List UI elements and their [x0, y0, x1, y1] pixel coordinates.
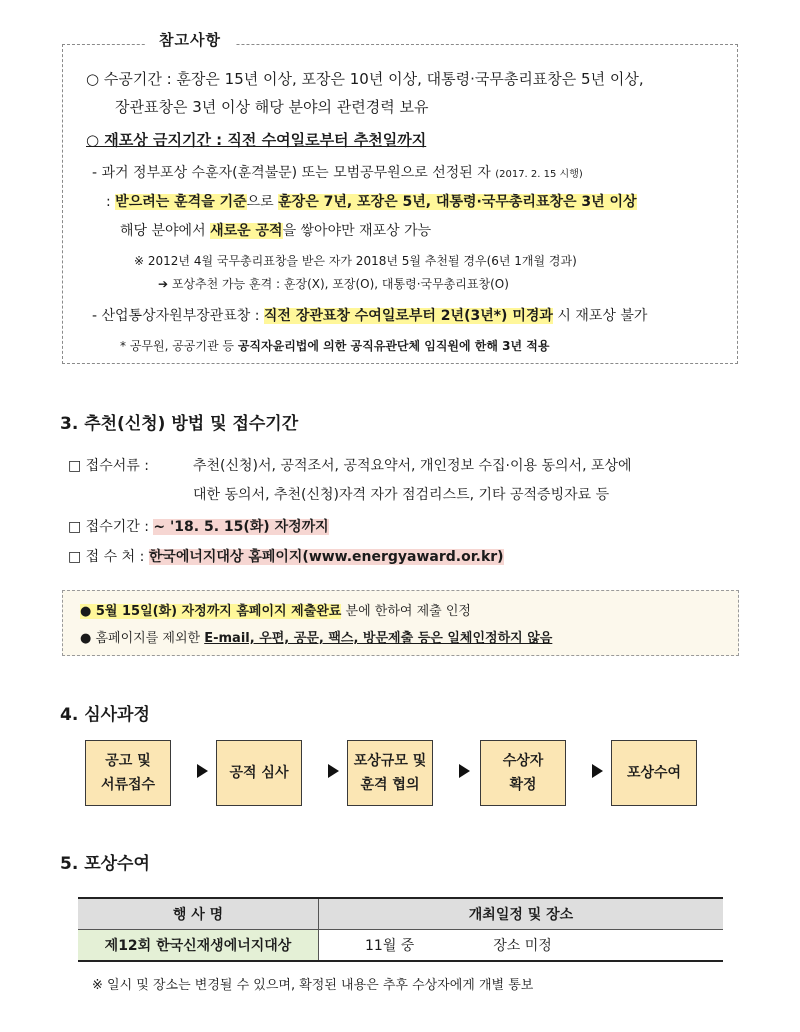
example-line1: ※ 2012년 4월 국무총리표창을 받은 자가 2018년 5월 추천될 경우(6년 1개월 경과) [134, 254, 577, 268]
re-award-not-allowed-text: 시 재포상 불가 [557, 308, 648, 324]
process-step-2: 공적 심사 [216, 740, 302, 806]
re-award-sub2-note [120, 337, 549, 354]
process-step-4: 수상자 확정 [480, 740, 566, 806]
docs-label: □ 접수서류 : [68, 458, 149, 474]
notice2-bold: E-mail, 우편, 공문, 팩스, 방문제출 등은 일체인정하지 않음 [204, 631, 553, 646]
place-row [68, 546, 504, 566]
event-date: 11월 중 [365, 938, 415, 954]
colon: : [106, 194, 111, 210]
table-header-row [78, 898, 723, 930]
arrow-right-icon [328, 764, 339, 778]
note-bold: 공직자윤리법에 의한 공직유관단체 임직원에 한해 3년 적용 [237, 339, 550, 353]
section4-heading: 4. 심사과정 [60, 705, 150, 725]
docs-line1: 추천(신청)서, 공적조서, 공적요약서, 개인정보 수집·이용 동의서, 포상에 [193, 458, 632, 474]
ministry-award-label: - 산업통상자원부장관표창 : [92, 308, 260, 324]
term-requirement-line1: ○ 수공기간 : 훈장은 15년 이상, 포장은 10년 이상, 대통령·국무총리표창은 5년 이상, [86, 70, 644, 88]
connector-text: 으로 [246, 194, 274, 210]
event-schedule-cell [319, 930, 724, 962]
process-step-3: 포상규모 및 훈격 협의 [347, 740, 433, 806]
section5-heading: 5. 포상수여 [60, 854, 150, 874]
note-prefix: * 공무원, 공공기관 등 [120, 339, 234, 353]
example-line2: ➔ 포상추천 가능 훈격 : 훈장(X), 포장(O), 대통령·국무총리표창(O) [158, 277, 509, 291]
docs-line2: 대한 동의서, 추천(신청)자격 자가 점검리스트, 기타 공적증빙자료 등 [193, 487, 610, 503]
period-row [68, 516, 329, 536]
highlight-award-basis: 받으려는 훈격을 기준 [115, 194, 247, 210]
re-award-possible-text: 을 쌓아야만 재포상 가능 [282, 223, 432, 239]
arrow-right-icon [459, 764, 470, 778]
notice1-highlight: ● 5월 15일(화) 자정까지 홈페이지 제출완료 [80, 604, 342, 619]
process-step-5: 포상수여 [611, 740, 697, 806]
place-label: □ 접 수 처 : [68, 549, 145, 565]
highlight-new-merit: 새로운 공적 [210, 223, 283, 239]
reference-title: 참고사항 [145, 29, 235, 50]
notice-line2 [80, 627, 552, 646]
award-event-table [78, 897, 723, 962]
re-award-sub1-line2 [106, 191, 637, 211]
period-label: □ 접수기간 : [68, 519, 149, 535]
section3-heading: 3. 추천(신청) 방법 및 접수기간 [60, 414, 299, 434]
highlight-ban-years: 훈장은 7년, 포장은 5년, 대통령·국무총리표창은 3년 이상 [278, 194, 637, 210]
re-award-sub1-date: (2017. 2. 15 시행) [495, 169, 583, 180]
notice2-prefix: ● 홈페이지를 제외한 [80, 631, 201, 646]
highlight-ministry-ban: 직전 장관표창 수여일로부터 2년(3년*) 미경과 [263, 308, 553, 324]
notice-line1 [80, 600, 471, 619]
re-award-ban-heading: ○ 재포상 금지기간 : 직전 수여일로부터 추천일까지 [86, 131, 427, 149]
term-requirement-line2: 장관표창은 3년 이상 해당 분야의 관련경력 보유 [115, 98, 429, 116]
period-value: ~ '18. 5. 15(화) 자정까지 [153, 519, 329, 535]
place-value: 한국에너지대상 홈페이지(www.energyaward.or.kr) [148, 549, 504, 565]
process-step-1: 공고 및 서류접수 [85, 740, 171, 806]
event-place: 장소 미정 [493, 938, 552, 954]
header-schedule-place: 개최일정 및 장소 [319, 898, 724, 930]
table-footnote: ※ 일시 및 장소는 변경될 수 있으며, 확정된 내용은 추후 수상자에게 개별 통보 [92, 978, 534, 993]
table-row [78, 930, 723, 962]
field-text: 해당 분야에서 [120, 223, 206, 239]
arrow-right-icon [592, 764, 603, 778]
arrow-right-icon [197, 764, 208, 778]
header-event-name: 행 사 명 [78, 898, 319, 930]
re-award-sub1-line1 [92, 162, 583, 182]
re-award-sub1-text: - 과거 정부포상 수훈자(훈격불문) 또는 모범공무원으로 선정된 자 [92, 165, 491, 181]
re-award-sub1-line3 [120, 220, 431, 240]
notice1-rest: 분에 한하여 제출 인정 [345, 604, 471, 619]
event-name-cell: 제12회 한국신재생에너지대상 [78, 930, 319, 962]
re-award-sub2 [92, 305, 647, 325]
